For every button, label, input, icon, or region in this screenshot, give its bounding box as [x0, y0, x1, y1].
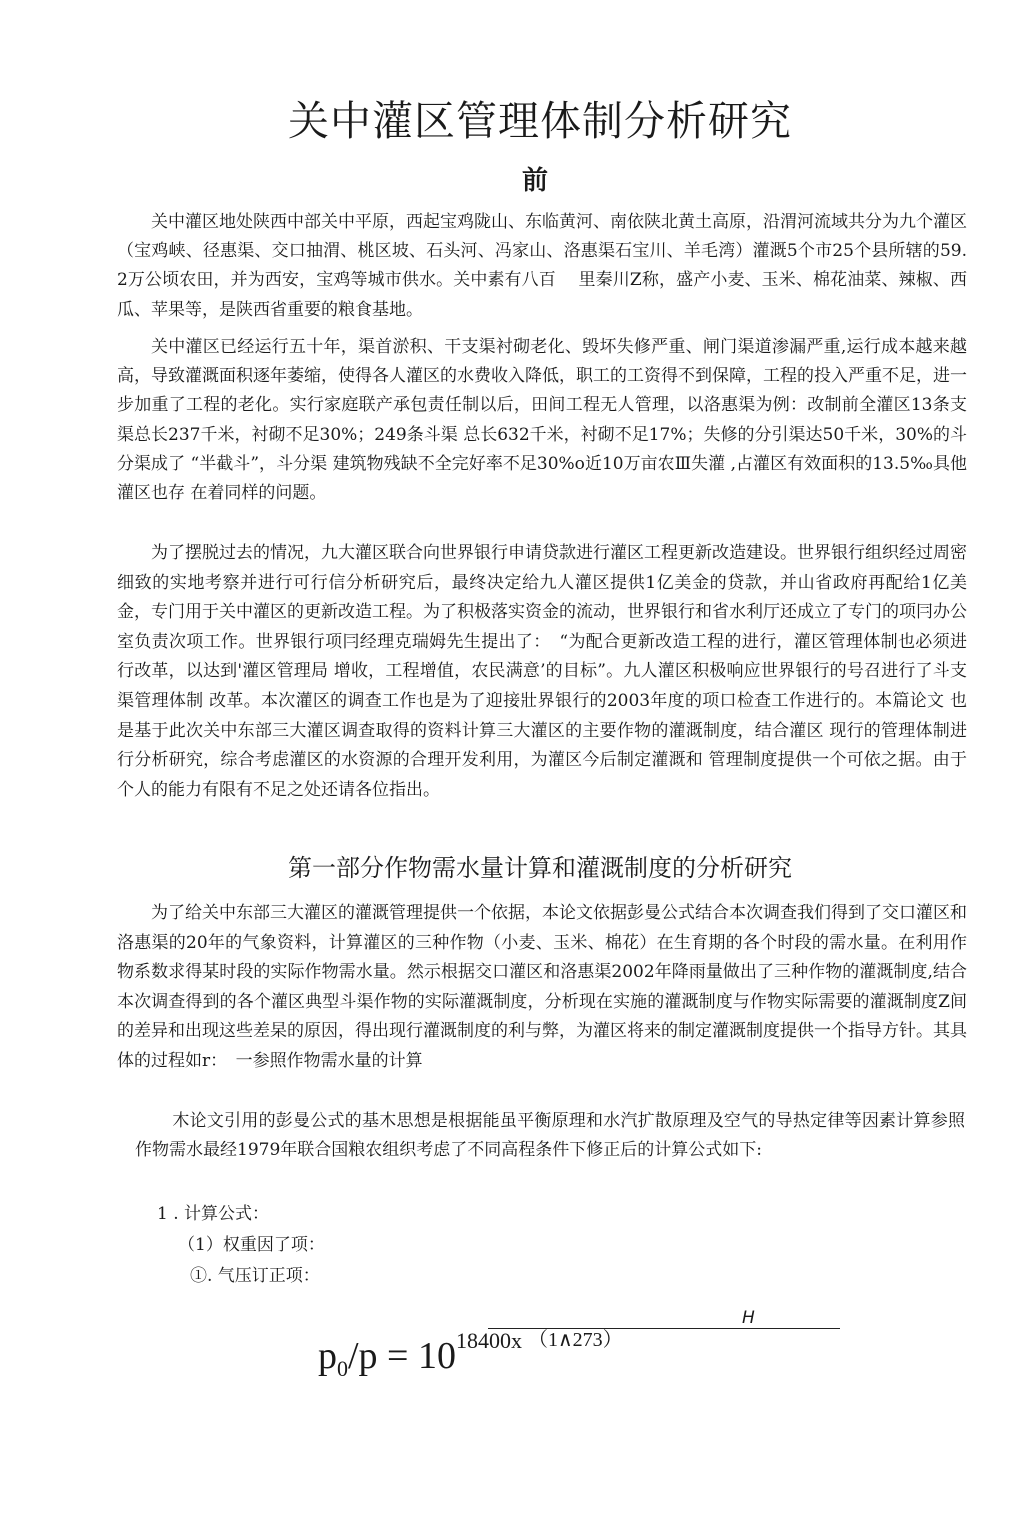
list-item-1-1: （1）权重因了项：: [178, 1235, 325, 1255]
method-paragraph: 木论文引用的彭曼公式的基木思想是根据能虽平衡原理和水汽扩散原理及空气的导热定律等因素计算参照作物需水最经1979年联合国粮农组织考虑了不同高程条件下修正后的计算公式如下:: [135, 1111, 965, 1160]
preface-heading: 前: [521, 166, 548, 196]
formula-lhs-subscript: 0: [337, 1356, 348, 1381]
preface-paragraph-3: 为了摆脱过去的情况，九大灌区联合向世界银行申请贷款进行灌区工程更新改造建设。世界银行组织经过周密细致的实地考察并进行可行信分析研究后，最终决定给九人灌区提供1亿美金的贷款，并山省政府再配给1亿美金，专门用于关中灌区的更新改造工程。为了积极落实资金的流动，世界银行和省水利厅还成立了专门的项冃办公室负责次项工作。世界银行项冃经理克瑞姆先生提出了： “为配合更新改造工程的进行，灌区管理体制也必须进行改革，以达到'灌区管理局 增收，工程增值，农民满意’的目标”。九人灌区积极响应世界银行的号召进行了斗支渠管理体制 改革。本次灌区的调查工作也是为了迎接壯界银行的2003年度的项口检查工作进行的。本篇论文 也是基于此次关中东部三大灌区调查取得的资料计算三大灌区的主要作物的灌溉制度，结合灌区 现行的管理体制进行分析研究，综合考虑灌区的水资源的合理开发利用，为灌区今后制定灌溉和 管理制度提供一个可依之据。由于个人的能力有限有不足之处还请各位指出。: [117, 543, 967, 800]
formula-exponent: 18400x: [456, 1328, 522, 1353]
preface-paragraph-1: 关中灌区地处陕西中部关中平原，西起宝鸡陇山、东临黄河、南依陕北黄土高原，沿渭河流域共分为九个灌区（宝鸡峡、径惠渠、交口抽渭、桃区坡、石头河、冯家山、洛惠渠石宝川、羊毛湾）灌溉5个市25个县所辖的59.2万公顷农田，并为西安，宝鸡等城市供水。关中素有八百 里秦川Z称，盛产小麦、玉米、棉花油菜、辣椒、西瓜、苹果等，是陕西省重要的粮食基地。: [117, 212, 967, 320]
pressure-formula: [318, 1328, 623, 1381]
formula-lhs-p: p: [318, 1335, 337, 1377]
section-title: 第一部分作物需水量计算和灌溉制度的分析研究: [288, 854, 792, 882]
list-item-1: 1 . 计算公式：: [157, 1204, 270, 1224]
formula-lhs-rest: /p = 10: [348, 1335, 456, 1377]
document-title: 关中灌区管理体制分析研究: [288, 97, 792, 145]
section-paragraph: 为了给关中东部三大灌区的灌溉管理提供一个依据，本论文依据彭曼公式结合本次调查我们得到了交口灌区和洛惠渠的20年的气象资料，计算灌区的三种作物（小麦、玉米、棉花）在生育期的各个时段的需水量。在利用作物系数求得某时段的实际作物需水量。然示根据交口灌区和洛惠渠2002年降雨量做出了三种作物的灌溉制度,结合本次调查得到的各个灌区典型斗渠作物的实际灌溉制度，分析现在实施的灌溉制度与作物实际需要的灌溉制度Z间的差异和出现这些差杲的原因，得出现行灌溉制度的利与弊，为灌区将来的制定灌溉制度提供一个指导方针。其具体的过程如r： 一参照作物需水量的计算: [117, 903, 967, 1071]
formula-h-label: H: [738, 1308, 759, 1328]
list-item-1-1-1: ①. 气压订正项：: [190, 1266, 320, 1286]
formula-tail: （1∧273）: [528, 1329, 623, 1351]
formula-fraction-bar: [488, 1310, 840, 1330]
preface-paragraph-2: 关中灌区已经运行五十年，渠首淤积、干支渠衬砌老化、毁坏失修严重、闸门渠道渗漏严重,运行成本越来越高，导致灌溉面积逐年萎缩，使得各人灌区的水费收入降低，职工的工资得不到保障，工程的投入严重不足，进一步加重了工程的老化。实行家庭联产承包责任制以后，田间工程无人管理，以洛惠渠为例：改制前全灌区13条支渠总长237千米，衬砌不足30%；249条斗渠 总长632千米，衬砌不足17%；失修的分引渠达50千米，30%的斗分渠成了 “半截斗”，斗分渠 建筑物残缺不全完好率不足30%o近10万亩农Ⅲ失灌 ,占灌区有效面积的13.5‰具他灌区也存 在着同样的问题。: [117, 337, 967, 504]
